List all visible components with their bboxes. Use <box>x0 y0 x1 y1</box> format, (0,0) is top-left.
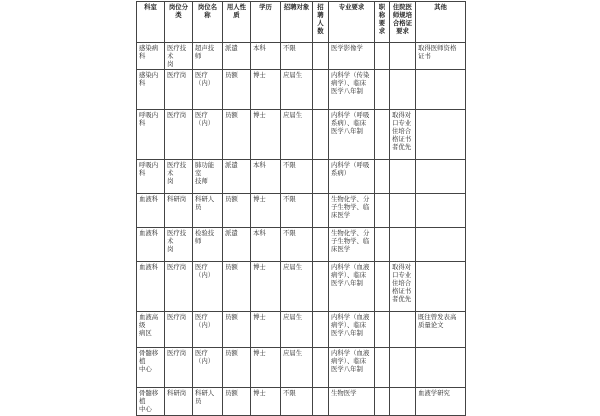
table-cell: 医疗（内） <box>193 312 223 348</box>
table-cell: 博士 <box>251 194 281 228</box>
table-cell <box>390 70 416 110</box>
table-cell: 员额 <box>223 262 251 312</box>
table-cell: 本科 <box>251 160 281 194</box>
table-cell: 医疗（内） <box>193 110 223 160</box>
table-cell <box>416 110 466 160</box>
table-cell: 科研人员 <box>193 194 223 228</box>
table-cell: 不限 <box>281 160 313 194</box>
table-cell: 骨髓移植 中心 <box>137 388 165 416</box>
table-cell: 员额 <box>223 312 251 348</box>
table-cell <box>390 160 416 194</box>
table-cell: 员额 <box>223 194 251 228</box>
table-cell: 医疗岗 <box>165 348 193 388</box>
table-cell: 取得医师资格 证书 <box>416 43 466 70</box>
table-cell: 医疗（内） <box>193 70 223 110</box>
table-cell <box>375 194 390 228</box>
table-cell: 呼吸内科 <box>137 160 165 194</box>
table-cell: 超声技师 <box>193 43 223 70</box>
table-cell: 内科学（血液 病学）、临床 医学八年制 <box>329 262 375 312</box>
table-cell <box>375 160 390 194</box>
table-cell: 血液科 <box>137 194 165 228</box>
table-cell: 不限 <box>281 228 313 262</box>
table-cell <box>416 262 466 312</box>
table-cell <box>313 312 329 348</box>
table-cell: 应届生 <box>281 110 313 160</box>
table-cell <box>313 110 329 160</box>
table-cell: 内科学（血液 病学）、临床 医学八年制 <box>329 348 375 388</box>
table-cell: 血液高级 病区 <box>137 312 165 348</box>
table-cell: 本科 <box>251 43 281 70</box>
table-cell <box>313 348 329 388</box>
table-cell <box>313 43 329 70</box>
table-cell <box>313 70 329 110</box>
table-cell: 医疗岗 <box>165 70 193 110</box>
column-header: 用人性质 <box>223 2 251 43</box>
table-cell <box>416 194 466 228</box>
column-header: 职称 要求 <box>375 2 390 43</box>
table-cell <box>416 348 466 388</box>
table-cell <box>313 194 329 228</box>
table-body <box>137 43 466 416</box>
table-cell: 应届生 <box>281 348 313 388</box>
table-cell: 员额 <box>223 110 251 160</box>
table-cell: 员额 <box>223 70 251 110</box>
table-cell <box>416 228 466 262</box>
table-cell <box>375 262 390 312</box>
table-cell: 取得对 口专业 住培合 格证书 者优先 <box>390 110 416 160</box>
table-cell: 应届生 <box>281 262 313 312</box>
table-cell: 医疗（内） <box>193 262 223 312</box>
column-header: 专业要求 <box>329 2 375 43</box>
table-row <box>137 228 466 262</box>
table-cell: 血液科 <box>137 228 165 262</box>
table-cell <box>416 70 466 110</box>
table-cell <box>390 43 416 70</box>
table-cell: 博士 <box>251 70 281 110</box>
table-cell: 医学影像学 <box>329 43 375 70</box>
column-header: 岗位分类 <box>165 2 193 43</box>
table-cell <box>375 110 390 160</box>
table-cell: 取得对 口专业 住培合 格证书 者优先 <box>390 262 416 312</box>
table-cell: 内科学（呼吸 系病）、临床 医学八年制 <box>329 110 375 160</box>
column-header: 学历 <box>251 2 281 43</box>
table-row <box>137 312 466 348</box>
table-cell: 不限 <box>281 43 313 70</box>
table-cell: 内科学（血液 病学）、临床 医学八年制 <box>329 312 375 348</box>
table-cell <box>375 228 390 262</box>
table-cell: 血液学研究 <box>416 388 466 416</box>
column-header: 岗位名称 <box>193 2 223 43</box>
table-cell: 骨髓移植 中心 <box>137 348 165 388</box>
table-cell <box>390 228 416 262</box>
table-cell <box>416 160 466 194</box>
table-row <box>137 70 466 110</box>
table-cell: 应届生 <box>281 312 313 348</box>
table-cell: 血液科 <box>137 262 165 312</box>
table-row <box>137 43 466 70</box>
table-cell: 派遣 <box>223 43 251 70</box>
table-cell: 博士 <box>251 388 281 416</box>
table-cell: 员额 <box>223 388 251 416</box>
table-cell: 医疗岗 <box>165 262 193 312</box>
table-row <box>137 388 466 416</box>
table-cell: 感染病科 <box>137 43 165 70</box>
table-cell: 医疗技术 岗 <box>165 43 193 70</box>
column-header: 其他 <box>416 2 466 43</box>
table-cell <box>313 160 329 194</box>
table-cell <box>313 388 329 416</box>
column-header: 招聘对象 <box>281 2 313 43</box>
header-row <box>137 2 466 43</box>
table-cell: 博士 <box>251 262 281 312</box>
table-cell: 应届生 <box>281 70 313 110</box>
table-row <box>137 110 466 160</box>
table-cell <box>375 388 390 416</box>
recruitment-table <box>136 1 466 416</box>
table-cell: 内科学（传染 病学）、临床 医学八年制 <box>329 70 375 110</box>
table-cell: 科研岗 <box>165 388 193 416</box>
table-cell <box>375 312 390 348</box>
table-cell: 医疗技术 岗 <box>165 228 193 262</box>
table-cell: 内科学（呼吸 系病） <box>329 160 375 194</box>
table-cell: 派遣 <box>223 160 251 194</box>
table-cell: 不限 <box>281 194 313 228</box>
table-cell <box>313 262 329 312</box>
table-cell: 医疗技术 岗 <box>165 160 193 194</box>
table-row <box>137 262 466 312</box>
column-header: 科室 <box>137 2 165 43</box>
table-cell: 博士 <box>251 348 281 388</box>
table-cell <box>313 228 329 262</box>
table-cell <box>390 194 416 228</box>
table-cell: 不限 <box>281 388 313 416</box>
table-cell <box>375 43 390 70</box>
table-row <box>137 194 466 228</box>
table-cell: 生物化学、分 子生物学、临 床医学 <box>329 228 375 262</box>
table-cell <box>390 312 416 348</box>
table-cell: 医疗岗 <box>165 110 193 160</box>
column-header: 住院医 师规培 合格证 要求 <box>390 2 416 43</box>
table-cell: 检验技师 <box>193 228 223 262</box>
table-cell: 医疗（内） <box>193 348 223 388</box>
table-cell: 生物化学、分 子生物学、临 床医学 <box>329 194 375 228</box>
table-cell: 员额 <box>223 348 251 388</box>
table-cell: 呼吸内科 <box>137 110 165 160</box>
table-cell: 科研人员 <box>193 388 223 416</box>
column-header: 招聘 人数 <box>313 2 329 43</box>
table-cell: 派遣 <box>223 228 251 262</box>
table-cell <box>390 348 416 388</box>
table-cell <box>375 348 390 388</box>
table-row <box>137 160 466 194</box>
table-cell: 肺功能室 技师 <box>193 160 223 194</box>
table-cell: 感染内科 <box>137 70 165 110</box>
table-cell: 博士 <box>251 110 281 160</box>
table-cell: 生物医学 <box>329 388 375 416</box>
table-row <box>137 348 466 388</box>
table-cell <box>390 388 416 416</box>
table-cell: 科研岗 <box>165 194 193 228</box>
table-cell: 本科 <box>251 228 281 262</box>
table-cell: 医疗岗 <box>165 312 193 348</box>
table-cell: 既往曾发表高 质量论文 <box>416 312 466 348</box>
table-cell <box>375 70 390 110</box>
table-cell: 博士 <box>251 312 281 348</box>
